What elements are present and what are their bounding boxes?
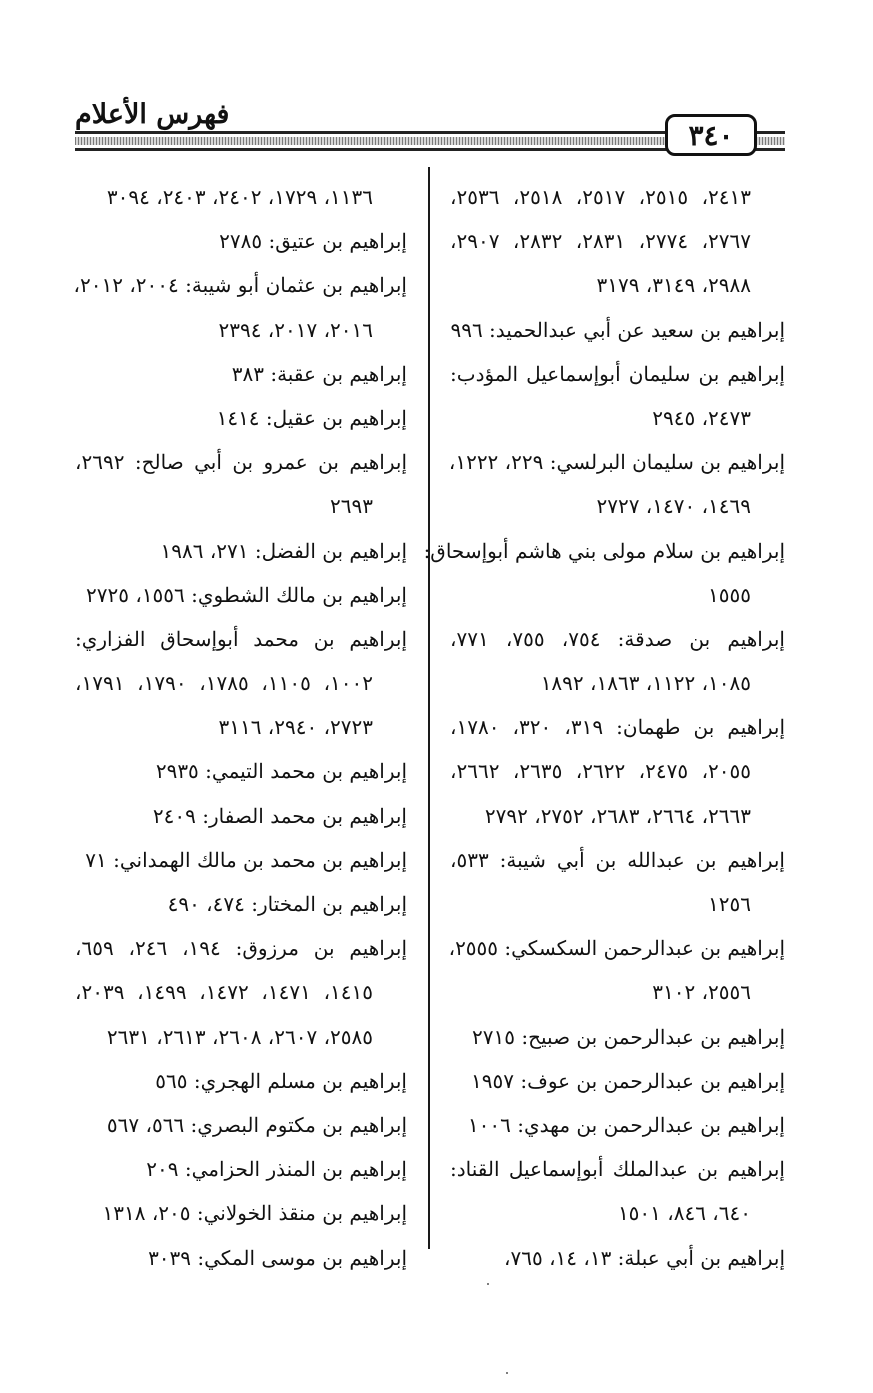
speck: [506, 1372, 508, 1374]
index-column-right: [423, 175, 786, 1280]
index-entry: إبراهيم بن عبدالرحمن بن صبيح: ٢٧١٥: [472, 1024, 785, 1049]
index-entry-continuation: ١٤١٥، ١٤٧١، ١٤٧٢، ١٤٩٩، ٢٠٣٩،: [75, 980, 373, 1005]
index-entry: إبراهيم بن أبي عبلة: ١٣، ١٤، ٧٦٥،: [504, 1245, 785, 1270]
index-entry-continuation: ١٥٥٥: [708, 582, 751, 607]
index-entry: إبراهيم بن محمد التيمي: ٢٩٣٥: [155, 759, 407, 784]
index-entry: إبراهيم بن عبدالرحمن السكسكي: ٢٥٥٥،: [448, 936, 785, 961]
index-entry: إبراهيم بن محمد الصفار: ٢٤٠٩: [152, 803, 407, 828]
index-entry: إبراهيم بن عبدالملك أبوإسماعيل القناد:: [450, 1157, 785, 1182]
index-entry: إبراهيم بن محمد بن مالك الهمداني: ٧١: [85, 847, 407, 872]
index-entry: إبراهيم بن مالك الشطوي: ١٥٥٦، ٢٧٢٥: [86, 582, 407, 607]
index-entry: إبراهيم بن الفضل: ٢٧١، ١٩٨٦: [160, 538, 407, 563]
index-entry-continuation: ١١٣٦، ١٧٢٩، ٢٤٠٢، ٢٤٠٣، ٣٠٩٤: [106, 185, 373, 209]
index-entry: إبراهيم بن سعيد عن أبي عبدالحميد: ٩٩٦: [450, 317, 785, 342]
index-entry: إبراهيم بن مرزوق: ١٩٤، ٢٤٦، ٦٥٩،: [75, 936, 408, 961]
index-entry: إبراهيم بن مسلم الهجري: ٥٦٥: [155, 1068, 407, 1093]
column-divider: [428, 167, 430, 1249]
index-entry-continuation: ٢٤١٣، ٢٥١٥، ٢٥١٧، ٢٥١٨، ٢٥٣٦،: [450, 185, 751, 209]
index-entry: إبراهيم بن صدقة: ٧٥٤، ٧٥٥، ٧٧١،: [450, 626, 785, 651]
index-entry-continuation: ٢٦٦٣، ٢٦٦٤، ٢٦٨٣، ٢٧٥٢، ٢٧٩٢: [484, 803, 751, 828]
header-title: فهرس الأعلام: [75, 99, 230, 130]
index-entry: إبراهيم بن المنذر الحزامي: ٢٠٩: [146, 1157, 407, 1182]
index-entry: إبراهيم بن موسى المكي: ٣٠٣٩: [148, 1245, 407, 1270]
index-entry-continuation: ٢٠٥٥، ٢٤٧٥، ٢٦٢٢، ٢٦٣٥، ٢٦٦٢،: [450, 759, 751, 784]
index-entry: إبراهيم بن المختار: ٤٧٤، ٤٩٠: [167, 892, 407, 916]
index-entry: إبراهيم بن عبدالرحمن بن عوف: ١٩٥٧: [471, 1068, 785, 1093]
page-number-box: [665, 114, 757, 156]
index-entry: إبراهيم بن منقذ الخولاني: ٢٠٥، ١٣١٨: [102, 1201, 407, 1226]
index-entry-continuation: ٢٠١٦، ٢٠١٧، ٢٣٩٤: [218, 317, 373, 342]
index-entry: إبراهيم بن محمد أبوإسحاق الفزاري:: [75, 626, 407, 651]
index-entry: إبراهيم بن سليمان أبوإسماعيل المؤدب:: [450, 361, 785, 386]
index-entry-continuation: ٢٧٢٣، ٢٩٤٠، ٣١١٦: [218, 715, 373, 740]
index-entry: إبراهيم بن عمرو بن أبي صالح: ٢٦٩٢،: [75, 450, 407, 475]
index-entry-continuation: ٢٥٨٥، ٢٦٠٧، ٢٦٠٨، ٢٦١٣، ٢٦٣١: [106, 1024, 373, 1049]
index-entry-continuation: ١٠٨٥، ١١٢٢، ١٨٦٣، ١٨٩٢: [540, 671, 751, 696]
index-entry-continuation: ٢٤٧٣، ٢٩٤٥: [652, 405, 751, 430]
index-entry-continuation: ٢٧٦٧، ٢٧٧٤، ٢٨٣١، ٢٨٣٢، ٢٩٠٧،: [450, 229, 751, 254]
index-entry-continuation: ١٢٥٦: [708, 892, 751, 916]
index-entry-continuation: ٢٩٨٨، ٣١٤٩، ٣١٧٩: [596, 273, 751, 298]
index-entry-continuation: ١٠٠٢، ١١٠٥، ١٧٨٥، ١٧٩٠، ١٧٩١،: [75, 671, 373, 696]
index-entry: إبراهيم بن عتيق: ٢٧٨٥: [219, 229, 407, 254]
index-column-left: [75, 175, 407, 1280]
index-entry: إبراهيم بن عقيل: ١٤١٤: [216, 405, 407, 430]
page-number: ٣٤٠: [688, 119, 734, 152]
speck: [487, 1283, 489, 1285]
index-entry-continuation: ١٤٦٩، ١٤٧٠، ٢٧٢٧: [596, 494, 751, 519]
index-entry: إبراهيم بن عبدالرحمن بن مهدي: ١٠٠٦: [467, 1112, 785, 1137]
index-entry-continuation: ٢٥٥٦، ٣١٠٢: [652, 980, 751, 1005]
index-entry: إبراهيم بن مكتوم البصري: ٥٦٦، ٥٦٧: [106, 1112, 407, 1137]
index-entry: إبراهيم بن عقبة: ٣٨٣: [231, 361, 407, 386]
page-header: [0, 0, 873, 160]
index-entry: إبراهيم بن طهمان: ٣١٩، ٣٢٠، ١٧٨٠،: [450, 715, 786, 740]
index-entry: إبراهيم بن عبدالله بن أبي شيبة: ٥٣٣،: [450, 847, 785, 872]
index-entry-continuation: ٢٦٩٣: [330, 494, 373, 519]
index-entry-continuation: ٦٤٠، ٨٤٦، ١٥٠١: [617, 1201, 751, 1226]
index-entry: إبراهيم بن عثمان أبو شيبة: ٢٠٠٤، ٢٠١٢،: [73, 273, 407, 298]
index-entry: إبراهيم بن سلام مولى بني هاشم أبوإسحاق:: [423, 538, 785, 563]
index-entry: إبراهيم بن سليمان البرلسي: ٢٢٩، ١٢٢٢،: [448, 450, 785, 475]
